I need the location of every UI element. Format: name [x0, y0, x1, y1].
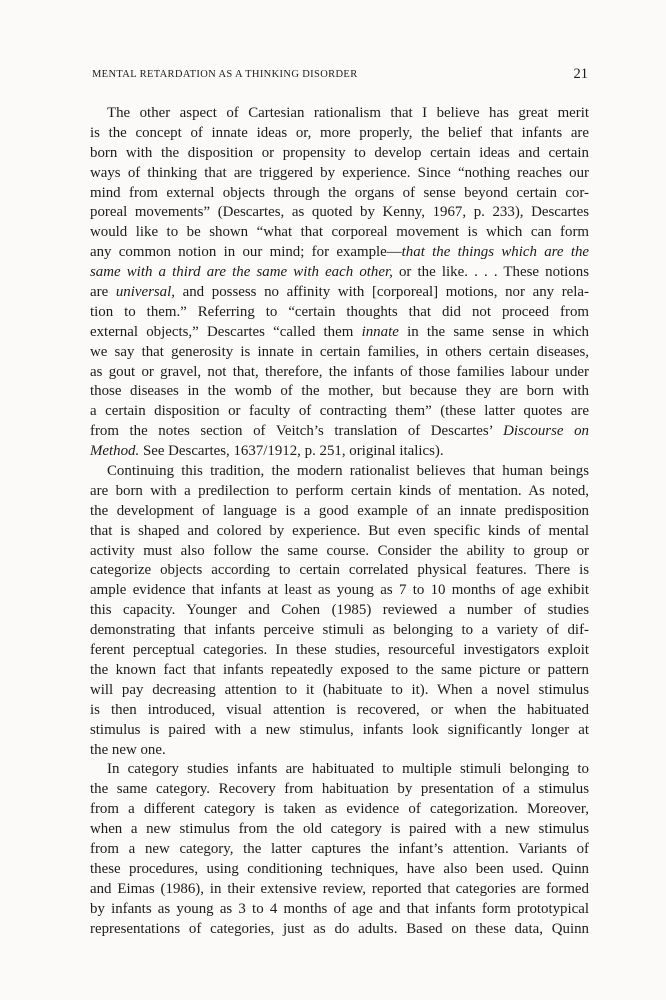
- text-segment: by infants as young as 3 to 4 months of age and that infants form prototypical: [90, 900, 589, 917]
- text-line: [90, 223, 589, 243]
- text-segment: the same category. Recovery from habituation by presentation of a stimulus: [90, 781, 589, 798]
- text-segment: representations of categories, just as do adults. Based on these data, Quinn: [90, 920, 589, 937]
- text-segment: would like to be shown “what that corporeal movement is which can form: [90, 224, 589, 241]
- text-line: [90, 184, 589, 204]
- text-line: [90, 860, 589, 880]
- text-line: [90, 820, 589, 840]
- text-segment: is the concept of innate ideas or, more properly, the belief that infants are: [90, 124, 589, 141]
- text-segment: stimulus is paired with a new stimulus, infants look significantly longer at: [90, 721, 589, 738]
- italic-text: innate: [361, 323, 399, 340]
- text-line: [90, 840, 589, 860]
- text-segment: from a new category, the latter captures the infant’s attention. Variants of: [90, 840, 589, 857]
- text-segment: are born with a predilection to perform certain kinds of mentation. As noted,: [90, 482, 589, 499]
- text-line: [90, 382, 589, 402]
- text-segment: The other aspect of Cartesian rationalism that I believe has great merit: [107, 105, 589, 121]
- italic-text: Method.: [90, 443, 140, 460]
- text-segment: the new one.: [90, 741, 166, 758]
- text-segment: is then introduced, visual attention is recovered, or when the habituated: [90, 701, 589, 718]
- text-segment: that is shaped and colored by experience. But even specific kinds of mental: [90, 522, 589, 539]
- page-number: 21: [573, 66, 588, 82]
- text-line: [90, 462, 589, 482]
- text-line: [90, 203, 589, 223]
- text-segment: and possess no affinity with [corporeal] motions, nor any rela-: [174, 284, 589, 301]
- text-segment: these procedures, using conditioning techniques, have also been used. Quinn: [90, 860, 589, 877]
- text-line: [90, 124, 589, 144]
- italic-text: universal,: [115, 284, 175, 301]
- text-line: [90, 701, 589, 721]
- text-segment: external objects,” Descartes “called them: [90, 323, 362, 340]
- text-segment: categorize objects according to certain correlated physical features. There is: [90, 562, 589, 579]
- text-segment: those diseases in the womb of the mother, but because they are born with: [90, 383, 589, 400]
- text-line: [90, 880, 589, 900]
- text-segment: In category studies infants are habituated to multiple stimuli belonging to: [107, 761, 589, 778]
- text-line: [90, 363, 589, 383]
- text-line: [90, 144, 589, 164]
- text-line: [90, 283, 589, 303]
- text-segment: activity must also follow the same course. Consider the ability to group or: [90, 542, 589, 559]
- text-line: [90, 303, 589, 323]
- text-line: [90, 900, 589, 920]
- text-line: [90, 641, 589, 661]
- text-line: [90, 482, 589, 502]
- text-line: [90, 442, 589, 462]
- text-segment: a certain disposition or faculty of contracting them” (these latter quotes are: [90, 403, 589, 420]
- italic-text: same with a third are the same with each other,: [90, 264, 393, 281]
- text-segment: when a new stimulus from the old category is paired with a new stimulus: [90, 821, 589, 838]
- text-segment: tion to them.” Referring to “certain thoughts that did not proceed from: [90, 303, 589, 320]
- text-segment: See Descartes, 1637/1912, p. 251, original italics).: [139, 443, 444, 460]
- text-segment: any common notion in our mind; for example—: [90, 244, 402, 261]
- text-segment: mind from external objects through the organs of sense beyond certain cor-: [90, 184, 589, 201]
- text-segment: demonstrating that infants perceive stimuli as belonging to a variety of dif-: [90, 622, 589, 639]
- text-line: [90, 780, 589, 800]
- text-segment: ferent perceptual categories. In these studies, resourceful investigators exploit: [90, 642, 589, 659]
- page-header: [92, 66, 588, 86]
- text-line: [90, 542, 589, 562]
- text-line: [90, 522, 589, 542]
- text-line: [90, 621, 589, 641]
- text-line: [90, 561, 589, 581]
- text-line: [90, 502, 589, 522]
- text-segment: from a different category is taken as evidence of categorization. Moreover,: [90, 801, 589, 818]
- text-line: [90, 800, 589, 820]
- text-segment: the known fact that infants repeatedly exposed to the same picture or pattern: [90, 661, 589, 678]
- text-line: [90, 422, 589, 442]
- text-segment: and Eimas (1986), in their extensive review, reported that categories are formed: [90, 880, 589, 897]
- text-segment: the development of language is a good example of an innate predisposition: [90, 502, 589, 519]
- text-segment: will pay decreasing attention to it (habituate to it). When a novel stimulus: [90, 681, 589, 698]
- text-line: [90, 920, 589, 940]
- text-line: [90, 581, 589, 601]
- text-line: [90, 343, 589, 363]
- text-line: [90, 760, 589, 780]
- text-line: [90, 721, 589, 741]
- text-line: [90, 323, 589, 343]
- text-line: [90, 164, 589, 184]
- text-segment: are: [90, 284, 116, 301]
- italic-text: Discourse on: [503, 423, 589, 440]
- text-segment: Continuing this tradition, the modern rationalist believes that human beings: [107, 463, 589, 480]
- text-line: [90, 661, 589, 681]
- text-line: [90, 741, 589, 761]
- text-line: [90, 681, 589, 701]
- text-segment: ways of thinking that are triggered by experience. Since “nothing reaches our: [90, 164, 589, 181]
- text-segment: ample evidence that infants at least as young as 7 to 10 months of age exhibit: [90, 582, 589, 599]
- text-line: [90, 402, 589, 422]
- text-segment: born with the disposition or propensity to develop certain ideas and certain: [90, 144, 589, 161]
- text-segment: we say that generosity is innate in certain families, in others certain diseases,: [90, 343, 589, 360]
- text-line: [90, 104, 589, 124]
- text-segment: this capacity. Younger and Cohen (1985) reviewed a number of studies: [90, 602, 589, 619]
- text-line: [90, 243, 589, 263]
- text-segment: from the notes section of Veitch’s translation of Descartes’: [90, 423, 504, 440]
- text-segment: as gout or gravel, not that, therefore, the infants of those families labour under: [90, 363, 589, 380]
- text-segment: poreal movements” (Descartes, as quoted by Kenny, 1967, p. 233), Descartes: [90, 204, 589, 221]
- italic-text: that the things which are the: [401, 244, 590, 261]
- text-line: [90, 601, 589, 621]
- text-segment: in the same sense in which: [398, 323, 589, 340]
- text-segment: or the like. . . . These notions: [392, 264, 589, 281]
- text-line: [90, 263, 589, 283]
- running-head: MENTAL RETARDATION AS A THINKING DISORDER: [92, 69, 358, 80]
- body-text: [90, 104, 589, 939]
